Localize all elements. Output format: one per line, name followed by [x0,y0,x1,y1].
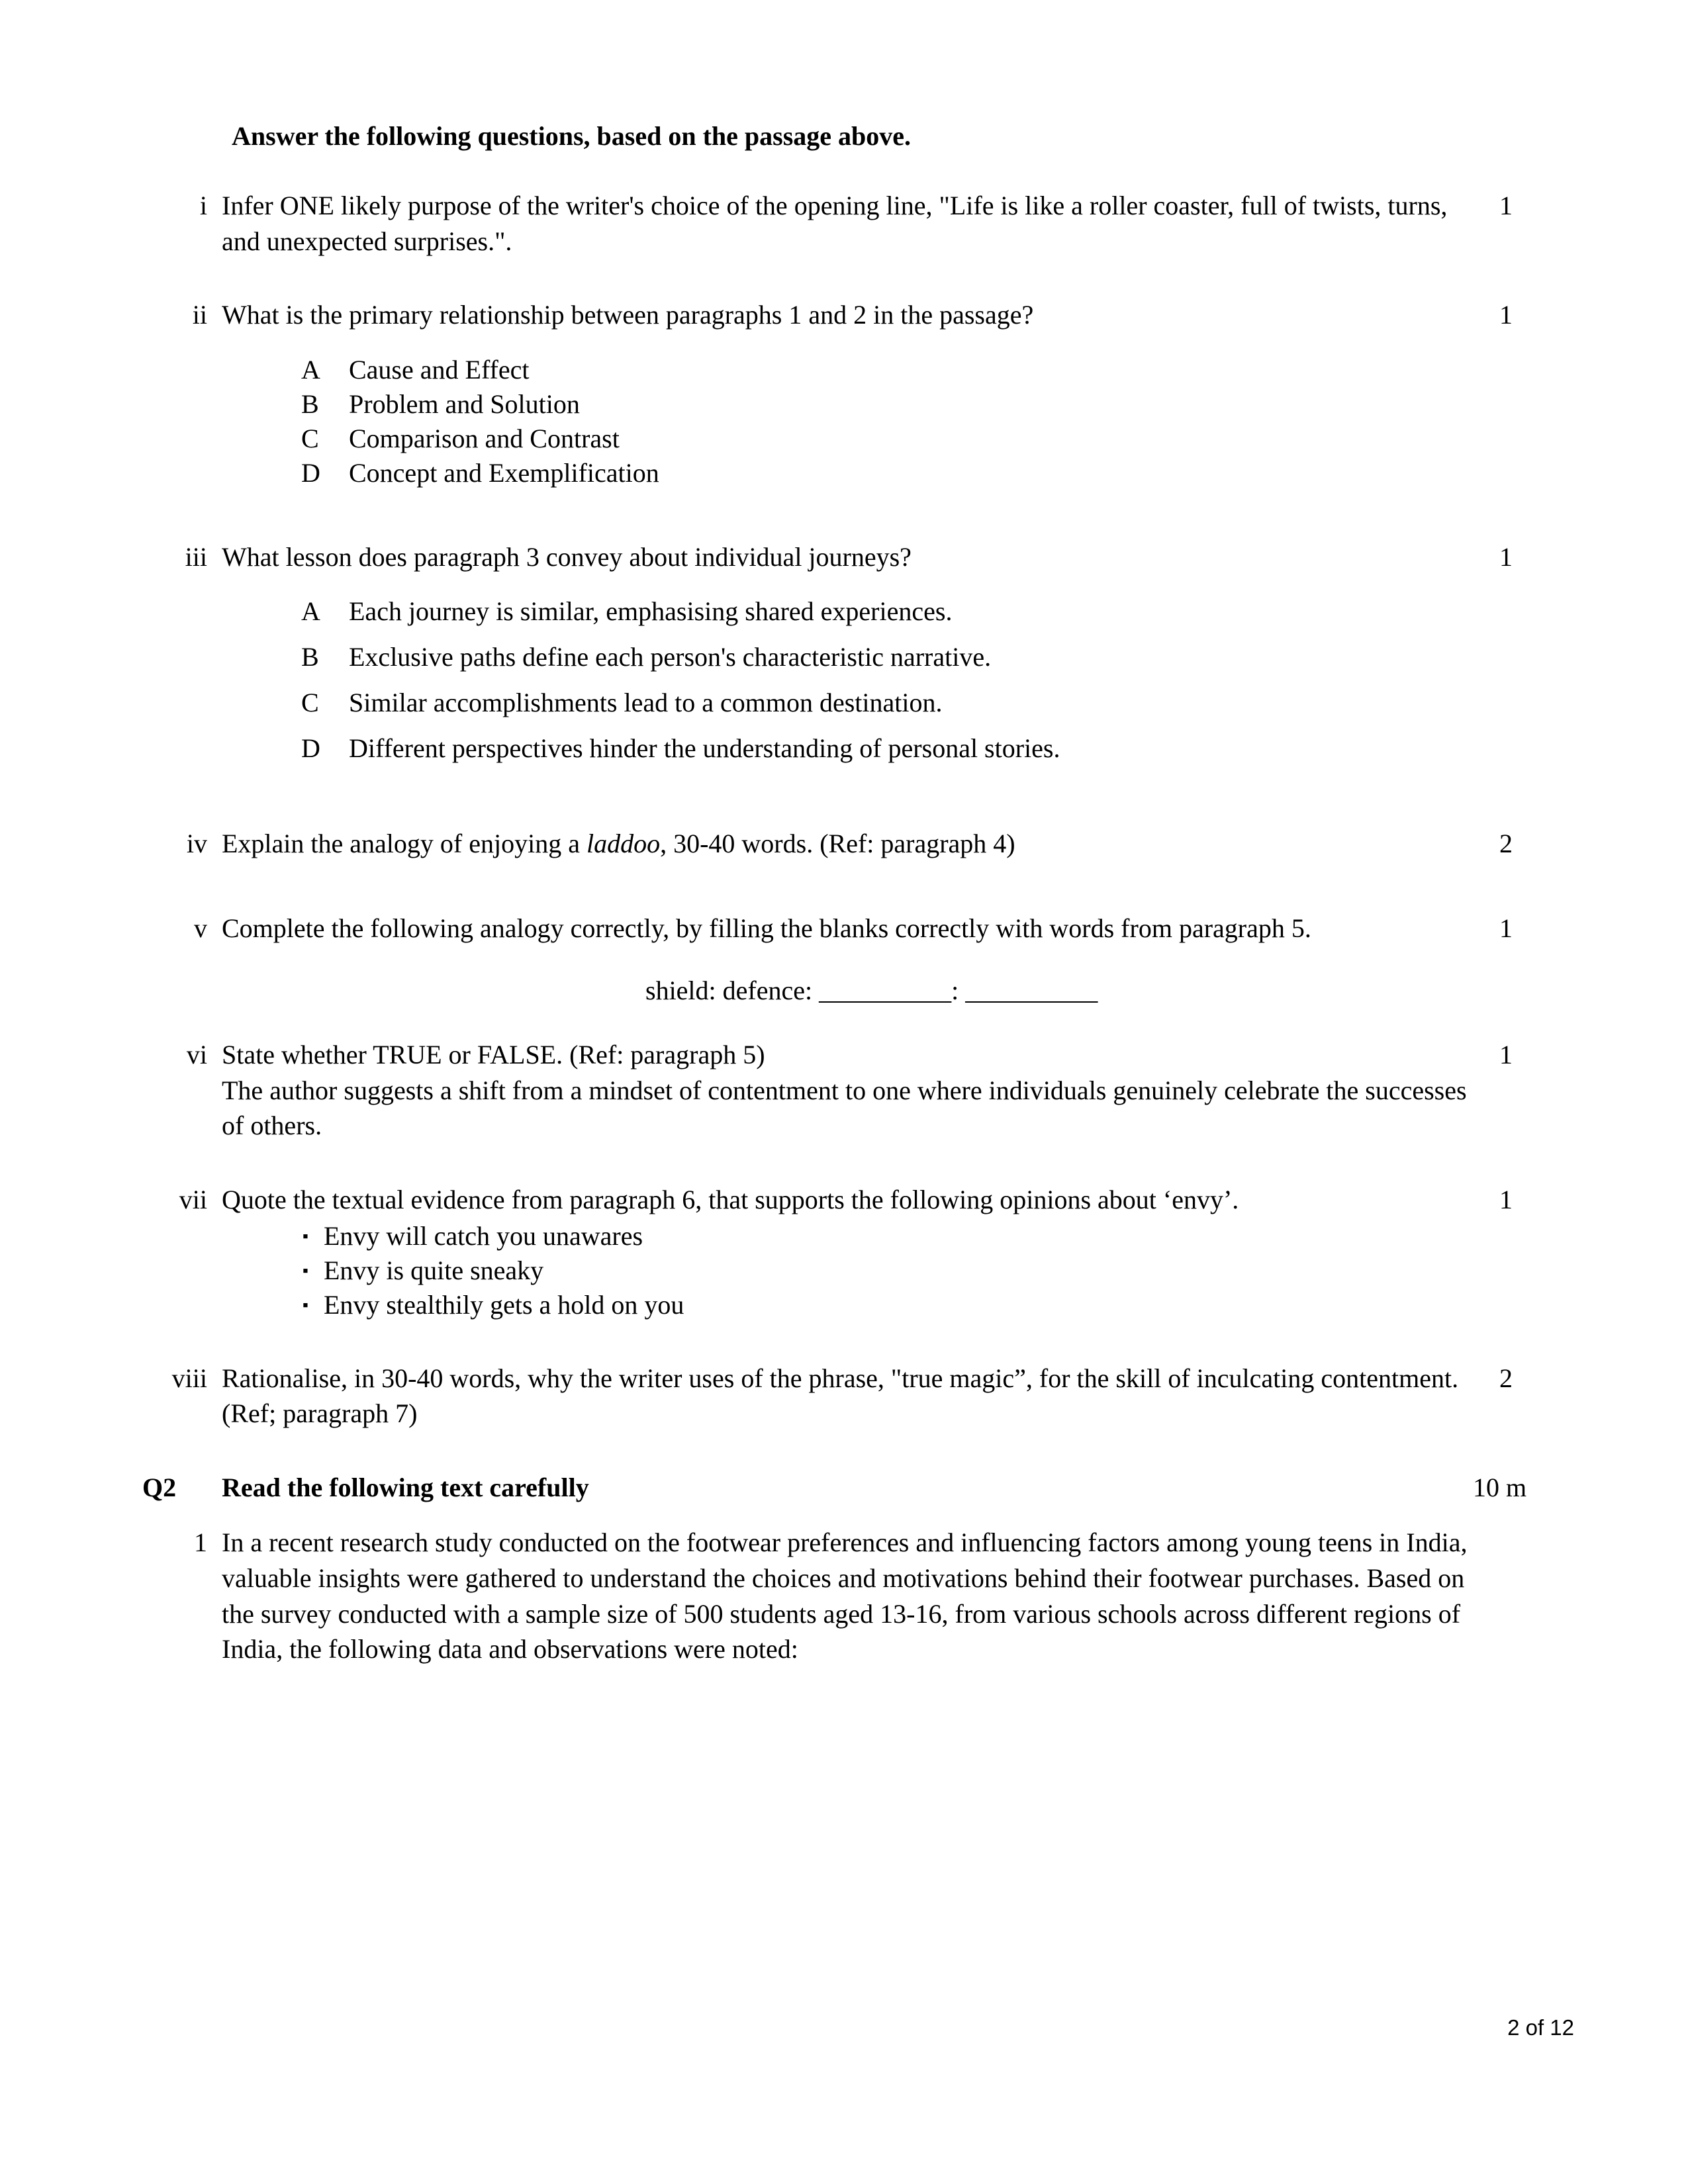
question-row-ii [142,297,1572,490]
question-text-v [222,911,1499,1008]
question-marks-iv: 2 [1499,829,1513,859]
question-number-vi: vi [186,1040,207,1070]
passage-text: In a recent research study conducted on the footwear preferences and influencing factors among young teens in India, valuable insights were gathered to understand the choices and motivations behind their footwear purchases. Based on the survey conducted with a sample size of 500 students aged 13-16, from various schools across different regions of India, the following data and observations were noted: [222,1527,1468,1664]
option-ii-d[interactable] [301,456,1482,490]
question-text-ii [222,297,1499,490]
question-marks-ii: 1 [1499,300,1513,330]
spacer [142,777,1572,826]
question-italic-term: laddoo [586,829,661,859]
question-marks-vi: 1 [1499,1040,1513,1070]
question-number-viii: viii [171,1363,207,1393]
question-text-part-1: Explain the analogy of enjoying a [222,829,586,859]
option-iii-c[interactable] [301,686,1482,720]
option-letter: B [301,388,319,419]
question-marks-v: 1 [1499,913,1513,943]
question-marks-vii: 1 [1499,1184,1513,1214]
spacer [142,1144,1572,1182]
question2-passage-row [142,1525,1572,1666]
passage-number: 1 [194,1527,207,1558]
list-item-label: Envy will catch you unawares [324,1220,643,1251]
analogy-blank-line[interactable]: shield: defence: __________: __________ [645,975,1098,1005]
option-label: Problem and Solution [349,388,580,419]
option-ii-b[interactable] [301,387,1482,422]
question-text-vii [222,1182,1499,1322]
question-text-iv [222,826,1499,862]
option-label: Similar accomplishments lead to a common destination. [349,688,943,718]
option-label: Concept and Exemplification [349,457,659,488]
options-list-iii [301,594,1482,766]
question-number-vii: vii [179,1184,207,1214]
option-letter: A [301,354,320,385]
question-marks-viii: 2 [1499,1363,1513,1393]
square-bullet-icon: ▪ [303,1296,308,1314]
question-row-i [142,188,1572,259]
option-label: Cause and Effect [349,354,530,385]
question-number-i: i [199,191,207,220]
question-row-vii [142,1182,1572,1322]
question-row-v [142,911,1572,1008]
spacer [142,259,1572,297]
square-bullet-icon: ▪ [303,1261,308,1280]
spacer [142,862,1572,911]
question-row-vi [142,1037,1572,1144]
question-stem-vii: Quote the textual evidence from paragraph 6, that supports the following opinions about ‘envy’. [222,1184,1239,1214]
spacer [142,1505,1572,1525]
list-item-label: Envy stealthily gets a hold on you [324,1289,684,1320]
page-content [142,119,1572,1667]
question-stem-ii: What is the primary relationship between paragraphs 1 and 2 in the passage? [222,300,1034,330]
option-ii-c[interactable] [301,422,1482,456]
question-row-iii [142,539,1572,778]
question-text-iii [222,539,1499,778]
list-item-label: Envy is quite sneaky [324,1255,544,1285]
question-marks-iii: 1 [1499,541,1513,572]
option-label: Different perspectives hinder the understanding of personal stories. [349,733,1060,764]
spacer [142,490,1572,539]
option-letter: D [301,457,320,488]
list-item [303,1253,1482,1288]
question-text-vi [222,1037,1499,1144]
question2-heading-row [142,1470,1572,1506]
option-letter: C [301,423,319,453]
spacer [142,1432,1572,1470]
page-number-footer: 2 of 12 [1507,2015,1574,2040]
option-letter: A [301,596,320,627]
question-row-viii [142,1361,1572,1432]
question-marks-i: 1 [1499,191,1513,220]
question-number-v: v [194,913,207,943]
option-label: Comparison and Contrast [349,423,620,453]
question-stem-iii: What lesson does paragraph 3 convey about individual journeys? [222,541,912,572]
bullet-list-vii [303,1219,1482,1322]
square-bullet-icon: ▪ [303,1227,308,1246]
list-item [303,1219,1482,1253]
section-heading: Answer the following questions, based on the passage above. [232,121,912,151]
option-letter: D [301,733,320,764]
question-row-iv [142,826,1572,862]
option-label: Exclusive paths define each person's characteristic narrative. [349,642,992,672]
option-iii-b[interactable] [301,640,1482,674]
option-letter: C [301,688,319,718]
option-label: Each journey is similar, emphasising shared experiences. [349,596,953,627]
spacer [142,1008,1572,1037]
question-stem-v: Complete the following analogy correctly, by filling the blanks correctly with words from paragraph 5. [222,913,1311,943]
question2-title: Read the following text carefully [222,1472,589,1502]
question2-label: Q2 [142,1472,177,1502]
question-number-iv: iv [186,829,207,859]
question-number-ii: ii [192,300,207,330]
option-ii-a[interactable] [301,353,1482,387]
options-list-ii [301,353,1482,490]
question2-marks: 10 m [1473,1472,1527,1502]
question-text-viii: Rationalise, in 30-40 words, why the writer uses of the phrase, "true magic”, for the skill of inculcating contentment. (Ref; paragraph 7) [222,1363,1459,1429]
spacer [142,1322,1572,1361]
list-item [303,1288,1482,1322]
question-statement-vi: The author suggests a shift from a mindset of contentment to one where individuals genuinely celebrate the successes of others. [222,1075,1467,1141]
question-number-iii: iii [185,541,207,572]
option-iii-d[interactable] [301,731,1482,766]
question-text-i: Infer ONE likely purpose of the writer's choice of the opening line, "Life is like a roller coaster, full of twists, turns, and unexpected surprises.". [222,191,1448,256]
option-iii-a[interactable] [301,594,1482,629]
question-text-part-2: , 30-40 words. (Ref: paragraph 4) [660,829,1015,859]
question-stem-vi: State whether TRUE or FALSE. (Ref: paragraph 5) [222,1040,765,1070]
option-letter: B [301,642,319,672]
